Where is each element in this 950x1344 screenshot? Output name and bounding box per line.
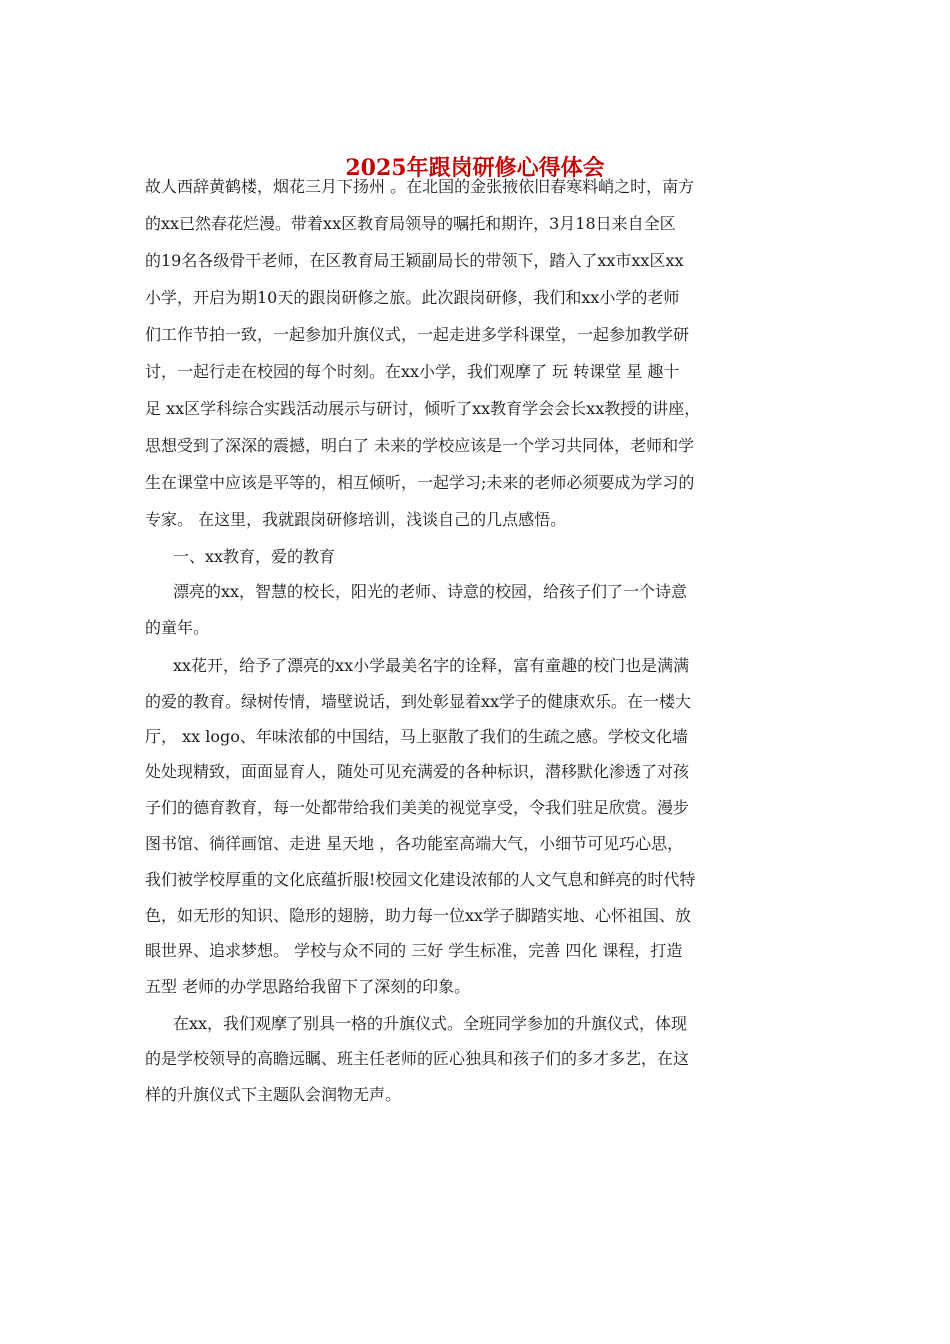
body-line: 在xx，我们观摩了别具一格的升旗仪式。全班同学参加的升旗仪式，体现 [173,1014,688,1033]
body-line: 眼世界、追求梦想。 学校与众不同的 三好 学生标准，完善 四化 课程，打造 [145,941,683,960]
body-line: 的xx已然春花烂漫。带着xx区教育局领导的嘱托和期许，3月18日来自全区 [145,214,676,233]
body-line: 我们被学校厚重的文化底蕴折服!校园文化建设浓郁的人文气息和鲜亮的时代特 [145,870,696,889]
body-line: 专家。 在这里，我就跟岗研修培训，浅谈自己的几点感悟。 [145,510,567,529]
body-line: 讨，一起行走在校园的每个时刻。在xx小学，我们观摩了 玩 转课堂 星 趣十 [145,362,680,381]
body-line: 样的升旗仪式下主题队会润物无声。 [145,1085,402,1104]
body-line: 厅， xx logo、年味浓郁的中国结，马上驱散了我们的生疏之感。学校文化墙 [145,727,688,746]
body-line: 思想受到了深深的震撼，明白了 未来的学校应该是一个学习共同体，老师和学 [145,436,695,455]
body-line: 图书馆、徜徉画馆、走进 星天地 ，各功能室高端大气，小细节可见巧心思， [145,834,684,853]
body-line: 故人西辞黄鹤楼，烟花三月下扬州 。在北国的金张掖依旧春寒料峭之时，南方 [145,177,695,196]
body-line: 的是学校领导的高瞻远瞩、班主任老师的匠心独具和孩子们的多才多艺，在这 [145,1049,690,1068]
body-line: 足 xx区学科综合实践活动展示与研讨，倾听了xx教育学会会长xx教授的讲座， [145,399,701,418]
document-title: 2025年跟岗研修心得体会 [345,155,605,181]
body-line: 生在课堂中应该是平等的，相互倾听，一起学习;未来的老师必须要成为学习的 [145,473,695,492]
body-line: 的19名各级骨干老师，在区教育局王颖副局长的带领下，踏入了xx市xx区xx [145,251,684,270]
section-heading: 一、xx教育，爱的教育 [173,547,336,566]
body-line: 子们的德育教育，每一处都带给我们美美的视觉享受，令我们驻足欣赏。漫步 [145,798,690,817]
body-line: 们工作节拍一致，一起参加升旗仪式，一起走进多学科课堂，一起参加教学研 [145,325,690,344]
body-line: 小学，开启为期10天的跟岗研修之旅。此次跟岗研修，我们和xx小学的老师 [145,288,680,307]
body-line: 的爱的教育。绿树传情，墙壁说话，到处彰显着xx学子的健康欢乐。在一楼大 [145,692,692,711]
body-line: 五型 老师的办学思路给我留下了深刻的印象。 [145,977,471,996]
body-line: 处处现精致，面面显育人，随处可见充满爱的各种标识，潜移默化渗透了对孩 [145,762,690,781]
body-line: 的童年。 [145,618,210,637]
body-line: 色，如无形的知识、隐形的翅膀，助力每一位xx学子脚踏实地、心怀祖国、放 [145,906,692,925]
body-line: 漂亮的xx，智慧的校长，阳光的老师、诗意的校园，给孩子们了一个诗意 [173,582,688,601]
body-line: xx花开，给予了漂亮的xx小学最美名字的诠释，富有童趣的校门也是满满 [173,656,690,675]
